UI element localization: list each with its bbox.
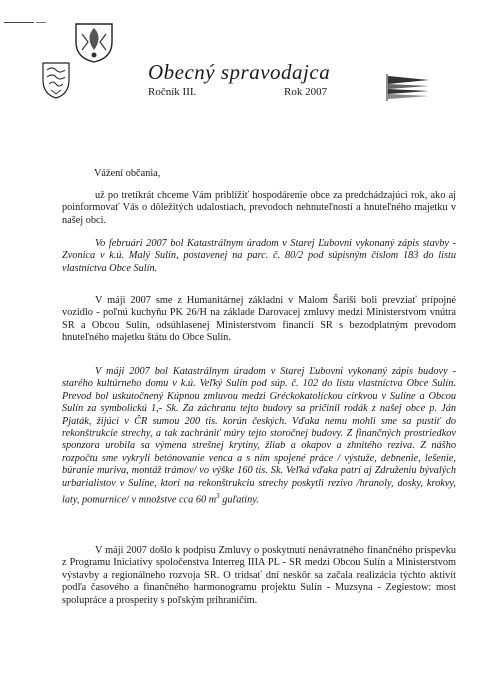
header-rule [4, 22, 34, 23]
paragraph-interreg: V máji 2007 došlo k podpisu Zmluvy o poskytnutí nenávratného finančného príspevku z Programu Iniciatívy spoločenstva Interreg IIIA PL - SR medzi Obcou Sulín a Ministerstvom výstavby a regionálneho rozvoja SR. O tridsať dní neskôr sa začala realizácia týchto aktivít podľa časového a finančného harmonogramu projektu Sulín - Muzsyna - Zegiestow: most spolupráce a prosperity s poľským prihraničím. [62, 545, 456, 606]
volume-label: Ročník III. [148, 86, 197, 98]
masthead [148, 60, 348, 98]
village-emblem-icon [40, 60, 72, 100]
paragraph-cultural-house-text: V máji 2007 bol Katastrálnym úradom v Starej Ľubovni vykonaný zápis budovy - starého kultúrneho domu v k.ú. Veľký Sulín pod súp. č. 102 do listu vlastníctva Obce Sulín. Prevod bol uskutočnený Kúpnou zmluvou medzi Gréckokatolíckou cirkvou v Sulíne a Obcou Sulín za symbolickú 1,- Sk. Za záchranu tejto budovy sa pričinil rodák z našej obce p. Ján Pjaták, žijúci v ČR sumou 200 tis. korún českých. Vďaka nemu mohli sme sa pustiť do rekonštrukcie strechy, a tak zachrániť múry tejto storočnej budovy. Z finančných prostriedkov sponzora urobila sa výmena strešnej krytiny, žliab a okapov a zhnitého reziva. Z nášho rozpočtu sme vykryli betónovanie venca a s ním spojené práce / výstuže, debnenie, lešenie, búranie muriva, montáž trámov/ vo výške 160 tis. Sk. Veľká vďaka patrí aj Združeniu bývalých urbarialistov v Sulíne, ktorí na rekonštrukciu strechy poskytli rezivo /hranoly, dosky, krokvy, laty, pomurnice/ v množstve cca 60 m [62, 366, 456, 506]
paragraph-intro: už po tretíkrát chceme Vám priblížiť hospodárenie obce za predchádzajúci rok, ako aj poinformovať Vás o dôležitých udalostiach, prevodoch nehnuteľností a hnuteľného majetku v našej obci. [62, 190, 456, 226]
header-rule-short [36, 22, 46, 23]
paragraph-cultural-house-tail: guľatiny. [219, 494, 259, 506]
paragraph-cultural-house [62, 366, 456, 507]
flag-icon [386, 72, 430, 102]
letter-greeting: Vážení občania, [94, 168, 161, 179]
coat-of-arms-icon [72, 20, 116, 64]
newsletter-title: Obecný spravodajca [148, 60, 331, 84]
year-label: Rok 2007 [284, 86, 328, 98]
superscript-exponent: 3 [216, 492, 220, 501]
paragraph-bell-tower: Vo februári 2007 bol Katastrálnym úradom v Starej Ľubovni vykonaný zápis stavby - Zvonica v k.ú. Malý Sulín, postavenej na parc. č. 80/2 pod súpisným číslom 183 do listu vlastníctva Obce Sulín. [62, 238, 456, 274]
paragraph-field-kitchen: V máji 2007 sme z Humanitárnej základni v Malom Šariši boli prevziať prípojné vozidlo - poľnú kuchyňu PK 26/H na základe Darovacej zmluvy medzi Ministerstvom vnútra SR a Obcou Sulín, odsúhlasenej Ministerstvom financií SR s bezodplatným prevodom hnuteľného majetku štátu do Obce Sulín. [62, 295, 456, 344]
